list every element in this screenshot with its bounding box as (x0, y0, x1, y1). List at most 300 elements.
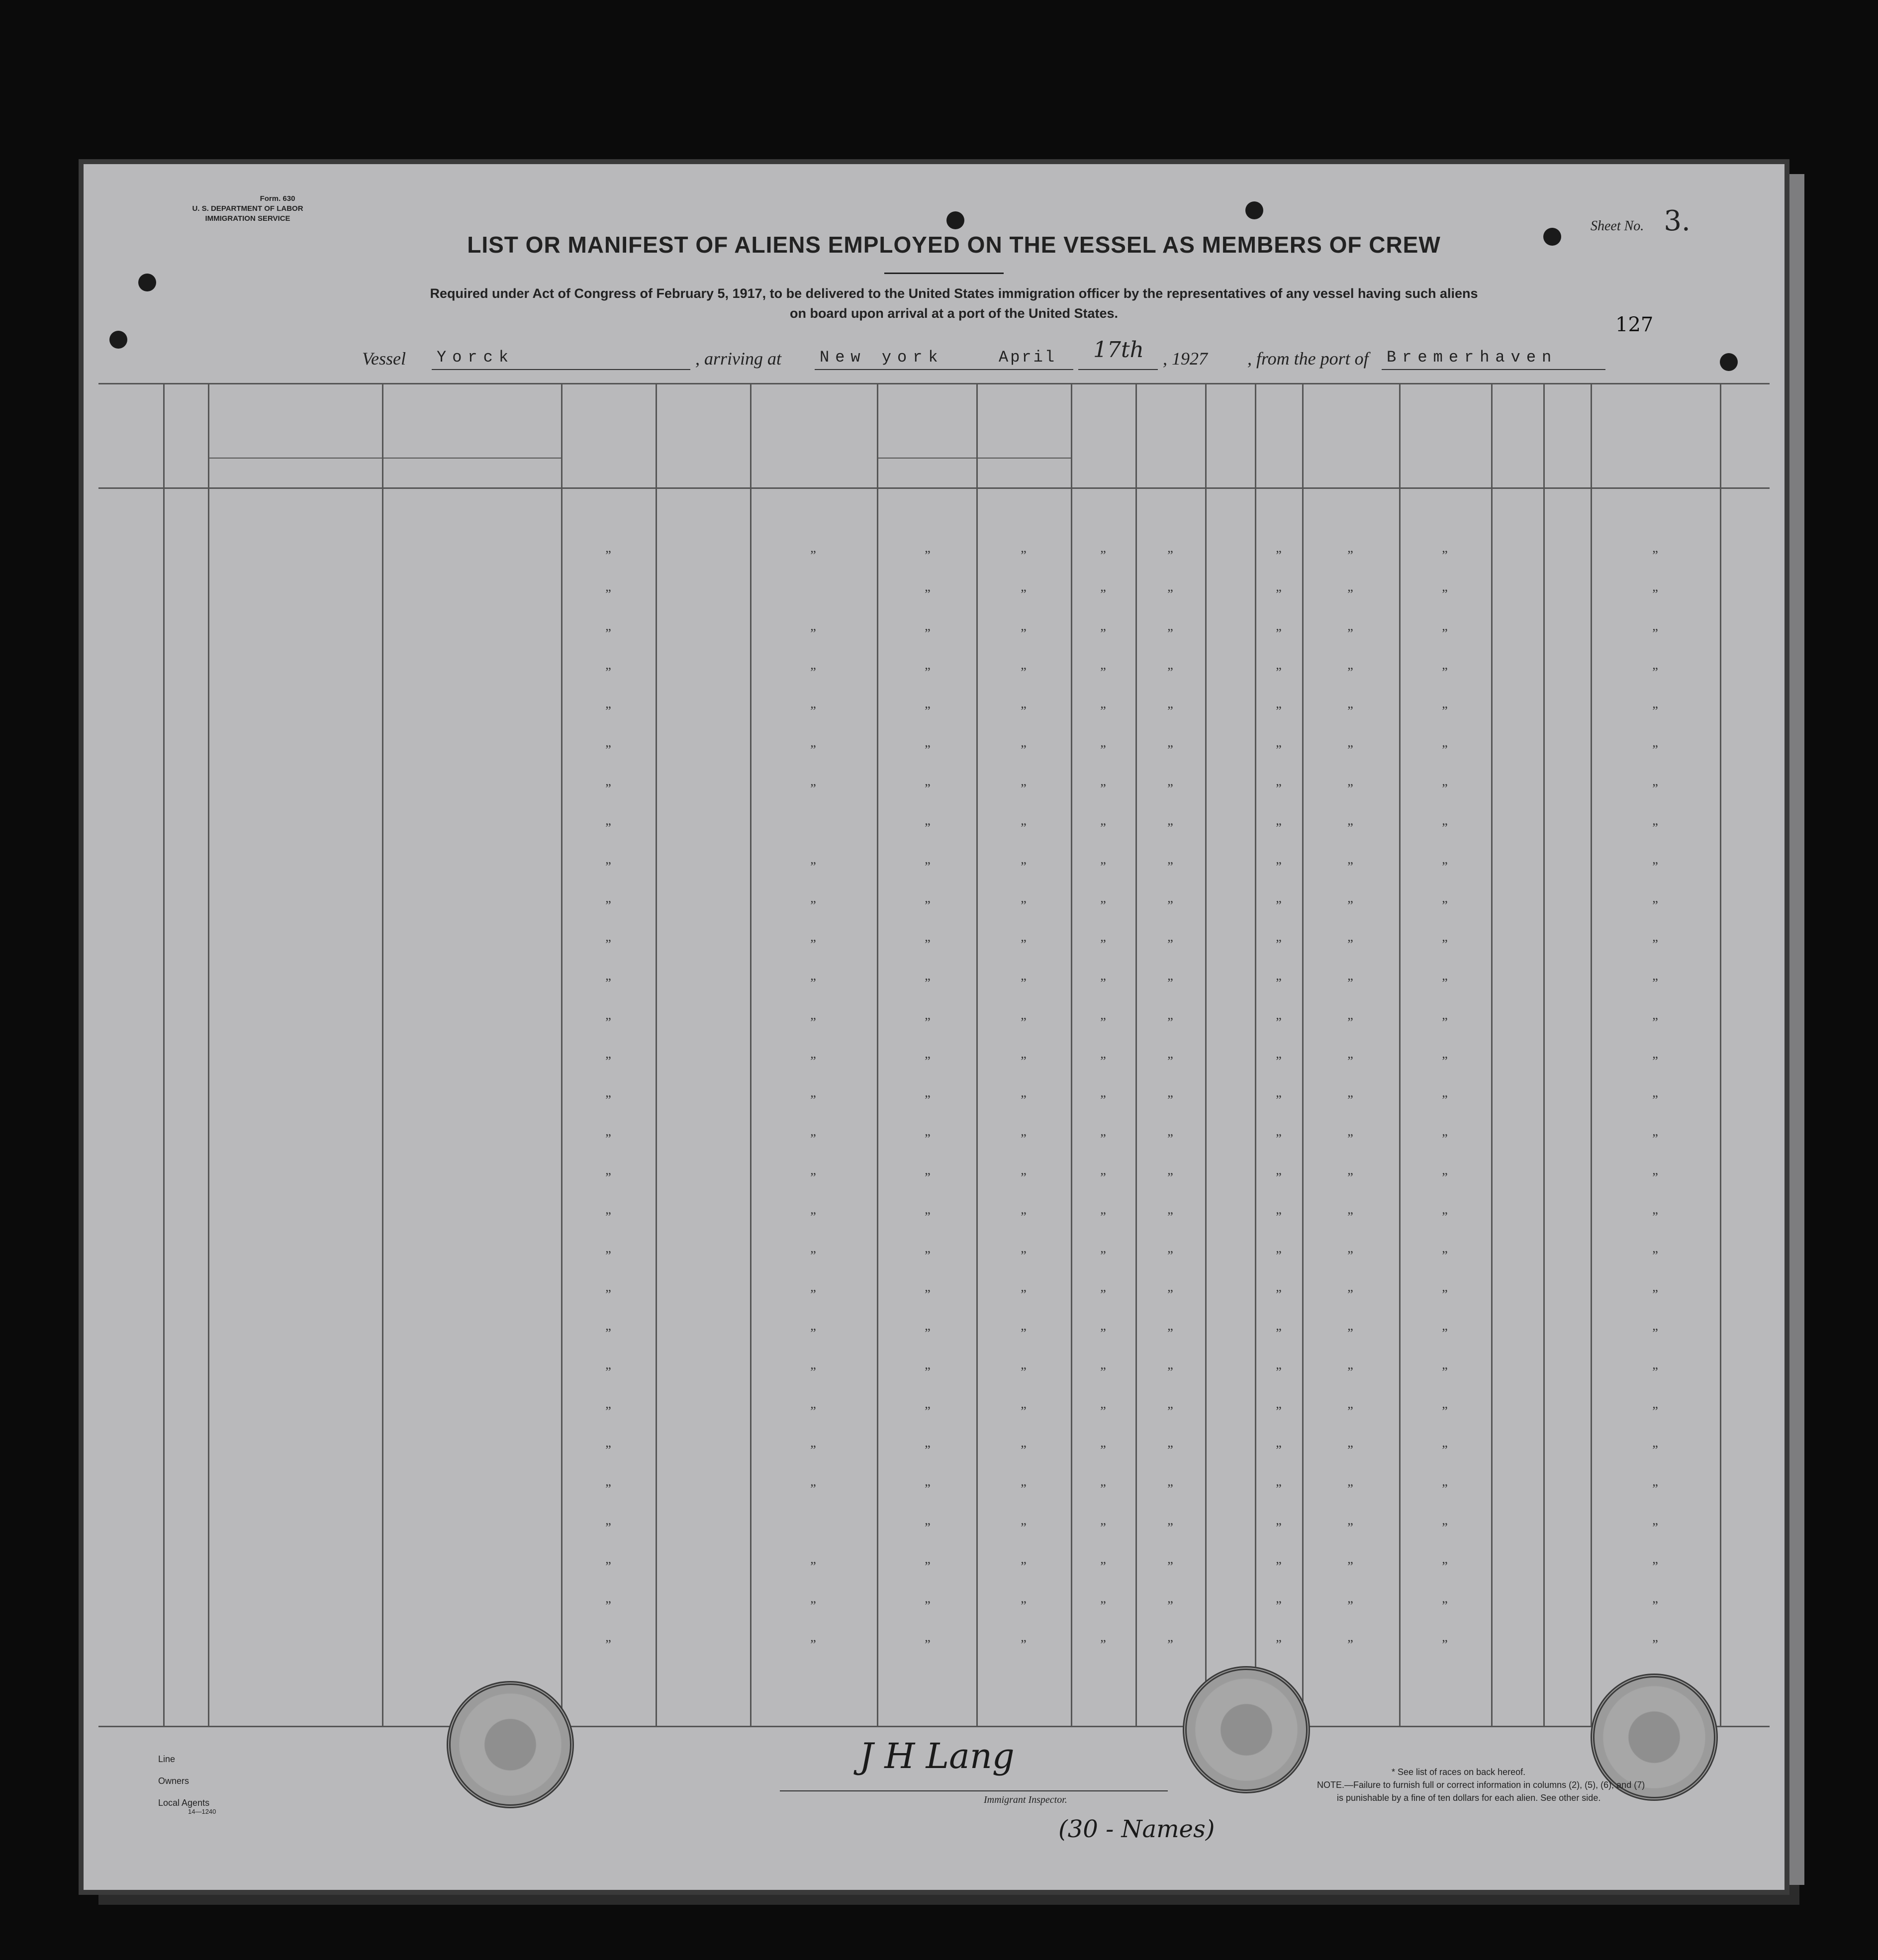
ditto-mark: ” (1167, 1053, 1173, 1068)
ditto-mark: ” (1100, 937, 1106, 952)
ditto-mark: ” (810, 743, 816, 757)
ditto-mark: ” (1347, 548, 1353, 563)
ditto-mark: ” (1276, 1053, 1282, 1068)
arriving-label: , arriving at (695, 349, 782, 369)
subtitle-line-2: on board upon arrival at a port of the United States. (789, 306, 1119, 321)
ditto-mark: ” (1100, 1520, 1106, 1535)
ditto-mark: ” (1652, 937, 1658, 952)
ditto-mark: ” (605, 1015, 611, 1029)
ditto-mark: ” (1021, 587, 1027, 602)
ditto-mark: ” (1652, 1326, 1658, 1341)
ditto-mark: ” (925, 781, 931, 796)
punch-hole (1720, 353, 1738, 371)
ditto-mark: ” (1652, 820, 1658, 835)
ditto-mark: ” (1021, 1015, 1027, 1029)
arrival-year: , 1927 (1163, 349, 1208, 369)
ditto-mark: ” (1347, 664, 1353, 679)
vessel-line (282, 337, 1625, 378)
underline (1078, 369, 1158, 370)
ditto-mark: ” (1167, 937, 1173, 952)
ditto-mark: ” (1100, 898, 1106, 913)
ditto-mark: ” (925, 937, 931, 952)
ditto-mark: ” (925, 1598, 931, 1613)
ditto-mark: ” (1100, 1248, 1106, 1263)
sheet-number-value: 3. (1664, 205, 1690, 237)
ditto-mark: ” (1276, 1287, 1282, 1302)
ditto-mark: ” (925, 1520, 931, 1535)
ditto-mark: ” (810, 1482, 816, 1496)
ditto-mark: ” (1347, 1170, 1353, 1185)
ditto-mark: ” (1347, 1637, 1353, 1652)
ditto-mark: ” (1167, 1520, 1173, 1535)
column-rule (382, 383, 383, 1726)
ditto-mark: ” (1021, 1093, 1027, 1107)
ditto-mark: ” (1021, 664, 1027, 679)
ditto-mark: ” (1167, 1559, 1173, 1574)
punch-hole (1245, 201, 1263, 219)
inspector-signature: J H Lang (859, 1736, 1015, 1776)
ditto-mark: ” (1347, 587, 1353, 602)
ditto-mark: ” (1652, 859, 1658, 874)
ditto-mark: ” (1652, 1365, 1658, 1380)
ditto-mark: ” (1442, 1520, 1448, 1535)
ditto-mark: ” (605, 1287, 611, 1302)
ditto-mark: ” (1442, 1637, 1448, 1652)
ditto-mark: ” (1442, 664, 1448, 679)
names-count: (30 - Names) (1058, 1815, 1215, 1843)
ditto-mark: ” (810, 664, 816, 679)
ditto-mark: ” (1276, 664, 1282, 679)
ditto-mark: ” (1167, 1093, 1173, 1107)
ditto-mark: ” (810, 1248, 816, 1263)
ditto-mark: ” (1652, 1403, 1658, 1418)
form-code: 14—1240 (188, 1808, 216, 1815)
ditto-mark: ” (1021, 626, 1027, 641)
ditto-mark: ” (605, 1248, 611, 1263)
ditto-mark: ” (1652, 1248, 1658, 1263)
ditto-mark: ” (1347, 976, 1353, 991)
local-agents-label: Local Agents (158, 1798, 210, 1808)
ditto-mark: ” (925, 1093, 931, 1107)
ditto-mark: ” (605, 976, 611, 991)
column-rule (1720, 383, 1721, 1726)
manifest-sheet (84, 164, 1784, 1890)
ditto-mark: ” (605, 1403, 611, 1418)
ditto-mark: ” (1021, 820, 1027, 835)
ditto-mark: ” (1167, 1248, 1173, 1263)
ditto-mark: ” (925, 1131, 931, 1146)
ditto-mark: ” (605, 1598, 611, 1613)
ditto-mark: ” (1021, 976, 1027, 991)
ditto-mark: ” (1100, 1053, 1106, 1068)
ditto-mark: ” (605, 1365, 611, 1380)
ditto-mark: ” (1021, 1287, 1027, 1302)
ditto-mark: ” (1276, 1482, 1282, 1496)
ditto-mark: ” (1276, 1442, 1282, 1457)
sheet-number-label: Sheet No. (1591, 218, 1644, 234)
ditto-mark: ” (1100, 1482, 1106, 1496)
form-number: Form. 630 (260, 194, 295, 203)
ditto-mark: ” (925, 1442, 931, 1457)
ditto-mark: ” (1442, 859, 1448, 874)
ditto-mark: ” (810, 1053, 816, 1068)
note-line-1: NOTE.—Failure to furnish full or correct information in columns (2), (5), (6), and (7) (1317, 1780, 1645, 1790)
ditto-mark: ” (810, 1637, 816, 1652)
ditto-mark: ” (1167, 859, 1173, 874)
ditto-mark: ” (1442, 1248, 1448, 1263)
ditto-mark: ” (925, 1559, 931, 1574)
ditto-mark: ” (1167, 548, 1173, 563)
ditto-mark: ” (925, 548, 931, 563)
ditto-mark: ” (1347, 1209, 1353, 1224)
punch-hole (1543, 228, 1561, 246)
ditto-mark: ” (1021, 1559, 1027, 1574)
ditto-mark: ” (925, 1287, 931, 1302)
ditto-mark: ” (1442, 1287, 1448, 1302)
ditto-mark: ” (810, 859, 816, 874)
ditto-mark: ” (925, 1015, 931, 1029)
ditto-mark: ” (810, 976, 816, 991)
ditto-mark: ” (1347, 1403, 1353, 1418)
ditto-mark: ” (1652, 1559, 1658, 1574)
ditto-mark: ” (1276, 820, 1282, 835)
column-rule (1591, 383, 1592, 1726)
ditto-mark: ” (925, 1326, 931, 1341)
ditto-mark: ” (1100, 1598, 1106, 1613)
ditto-mark: ” (1021, 1520, 1027, 1535)
paper-edge (1789, 174, 1804, 1885)
ditto-mark: ” (1442, 1131, 1448, 1146)
ditto-mark: ” (1167, 1015, 1173, 1029)
ditto-mark: ” (1442, 1403, 1448, 1418)
ditto-mark: ” (1021, 743, 1027, 757)
ditto-mark: ” (1442, 704, 1448, 718)
ditto-mark: ” (1347, 704, 1353, 718)
ditto-mark: ” (1442, 587, 1448, 602)
ditto-mark: ” (1276, 898, 1282, 913)
ditto-mark: ” (1100, 1209, 1106, 1224)
ditto-mark: ” (1442, 937, 1448, 952)
ditto-mark: ” (1021, 781, 1027, 796)
ditto-mark: ” (810, 626, 816, 641)
from-port-label: , from the port of (1247, 349, 1369, 369)
ditto-mark: ” (1276, 1326, 1282, 1341)
ditto-mark: ” (810, 1598, 816, 1613)
ditto-mark: ” (925, 1403, 931, 1418)
ditto-mark: ” (1442, 1365, 1448, 1380)
ditto-mark: ” (1100, 1403, 1106, 1418)
ditto-mark: ” (1167, 1482, 1173, 1496)
ditto-mark: ” (1442, 1209, 1448, 1224)
ditto-mark: ” (1442, 1170, 1448, 1185)
ditto-mark: ” (605, 1326, 611, 1341)
ditto-mark: ” (1021, 1442, 1027, 1457)
ditto-mark: ” (925, 1482, 931, 1496)
ditto-mark: ” (810, 1131, 816, 1146)
ditto-mark: ” (1276, 1637, 1282, 1652)
ditto-mark: ” (1276, 743, 1282, 757)
ditto-mark: ” (1442, 548, 1448, 563)
ditto-mark: ” (1167, 1403, 1173, 1418)
ditto-mark: ” (1100, 1287, 1106, 1302)
ditto-mark: ” (1167, 1131, 1173, 1146)
ditto-mark: ” (1100, 976, 1106, 991)
notes (1317, 1766, 1645, 1804)
ditto-mark: ” (1652, 1093, 1658, 1107)
ditto-mark: ” (1347, 1248, 1353, 1263)
ditto-mark: ” (605, 781, 611, 796)
ditto-mark: ” (1276, 1131, 1282, 1146)
ditto-mark: ” (1652, 1637, 1658, 1652)
ditto-mark: ” (1347, 820, 1353, 835)
ditto-mark: ” (1442, 1326, 1448, 1341)
ditto-mark: ” (605, 626, 611, 641)
ditto-mark: ” (810, 1326, 816, 1341)
owners-label: Owners (158, 1776, 189, 1786)
ditto-mark: ” (605, 859, 611, 874)
underline (1382, 369, 1605, 370)
ditto-mark: ” (1442, 1598, 1448, 1613)
ditto-mark: ” (1167, 626, 1173, 641)
ditto-mark: ” (1442, 1559, 1448, 1574)
ditto-mark: ” (1652, 664, 1658, 679)
ditto-mark: ” (1167, 820, 1173, 835)
ditto-mark: ” (1276, 1520, 1282, 1535)
ditto-mark: ” (605, 704, 611, 718)
subheader-rule (877, 458, 1071, 459)
ditto-mark: ” (605, 1053, 611, 1068)
vessel-label: Vessel (362, 349, 406, 369)
ditto-mark: ” (925, 1365, 931, 1380)
ditto-mark: ” (605, 898, 611, 913)
ditto-mark: ” (1167, 1598, 1173, 1613)
ditto-mark: ” (1021, 898, 1027, 913)
ditto-mark: ” (1167, 664, 1173, 679)
ditto-mark: ” (810, 1209, 816, 1224)
ditto-mark: ” (1167, 1170, 1173, 1185)
consulate-seal (447, 1681, 574, 1808)
title-rule (884, 273, 1004, 274)
ditto-mark: ” (1652, 1170, 1658, 1185)
ditto-mark: ” (1347, 937, 1353, 952)
ditto-mark: ” (1652, 1520, 1658, 1535)
ditto-mark: ” (1347, 859, 1353, 874)
ditto-mark: ” (925, 743, 931, 757)
ditto-mark: ” (1347, 1559, 1353, 1574)
ditto-mark: ” (605, 1131, 611, 1146)
vessel-name: Yorck (437, 348, 515, 367)
ditto-mark: ” (1652, 781, 1658, 796)
footer-labels (158, 1748, 216, 1816)
ditto-mark: ” (1167, 1287, 1173, 1302)
page-number: 127 (1615, 313, 1654, 336)
ditto-mark: ” (605, 1637, 611, 1652)
ditto-mark: ” (1276, 587, 1282, 602)
ditto-mark: ” (1347, 1326, 1353, 1341)
ditto-mark: ” (1347, 1598, 1353, 1613)
ditto-mark: ” (605, 937, 611, 952)
ditto-mark: ” (605, 664, 611, 679)
subtitle (282, 283, 1625, 323)
ditto-mark: ” (1442, 743, 1448, 757)
ditto-mark: ” (1167, 743, 1173, 757)
ditto-mark: ” (1100, 1442, 1106, 1457)
ditto-mark: ” (1100, 743, 1106, 757)
page-title: LIST OR MANIFEST OF ALIENS EMPLOYED ON THE VESSEL AS MEMBERS OF CREW (467, 232, 1441, 258)
ditto-mark: ” (1442, 1482, 1448, 1496)
ditto-mark: ” (1442, 626, 1448, 641)
ditto-mark: ” (925, 898, 931, 913)
ditto-mark: ” (1167, 1365, 1173, 1380)
subheader-rule (208, 458, 561, 459)
table-bottom-rule (98, 1726, 1770, 1727)
ditto-mark: ” (1021, 1326, 1027, 1341)
ditto-mark: ” (1276, 1093, 1282, 1107)
departure-port: Bremerhaven (1387, 348, 1558, 367)
ditto-mark: ” (1276, 937, 1282, 952)
punch-hole (138, 274, 156, 291)
ditto-mark: ” (1652, 1053, 1658, 1068)
ditto-mark: ” (810, 1442, 816, 1457)
ditto-mark: ” (1442, 1093, 1448, 1107)
ditto-mark: ” (1167, 976, 1173, 991)
ditto-mark: ” (1100, 1131, 1106, 1146)
form-block (143, 194, 352, 224)
ditto-mark: ” (1100, 820, 1106, 835)
column-rule (163, 383, 165, 1726)
ditto-mark: ” (1167, 704, 1173, 718)
ditto-mark: ” (605, 1520, 611, 1535)
ditto-mark: ” (1100, 1170, 1106, 1185)
ditto-mark: ” (1167, 781, 1173, 796)
ditto-mark: ” (810, 1403, 816, 1418)
ditto-mark: ” (1100, 664, 1106, 679)
ditto-mark: ” (1100, 1637, 1106, 1652)
ditto-mark: ” (1347, 1131, 1353, 1146)
ditto-mark: ” (1100, 781, 1106, 796)
ditto-mark: ” (810, 1559, 816, 1574)
ditto-mark: ” (1652, 1131, 1658, 1146)
ditto-mark: ” (605, 1170, 611, 1185)
ditto-mark: ” (1167, 1637, 1173, 1652)
ditto-mark: ” (1276, 859, 1282, 874)
ditto-mark: ” (1021, 1637, 1027, 1652)
ditto-mark: ” (1021, 704, 1027, 718)
ditto-mark: ” (1347, 743, 1353, 757)
ditto-mark: ” (1167, 1442, 1173, 1457)
ditto-mark: ” (1167, 898, 1173, 913)
punch-hole (109, 331, 127, 349)
ditto-mark: ” (1276, 1209, 1282, 1224)
ditto-mark: ” (1021, 1131, 1027, 1146)
inspector-label: Immigrant Inspector. (984, 1794, 1067, 1805)
subtitle-line-1: Required under Act of Congress of February 5, 1917, to be delivered to the United States immigration officer by the representatives of any vessel having such aliens (430, 286, 1478, 301)
ditto-mark: ” (810, 1015, 816, 1029)
ditto-mark: ” (810, 704, 816, 718)
ditto-mark: ” (605, 1482, 611, 1496)
ditto-mark: ” (1276, 1248, 1282, 1263)
ditto-mark: ” (1442, 820, 1448, 835)
ditto-mark: ” (1652, 1015, 1658, 1029)
ditto-mark: ” (925, 1248, 931, 1263)
consulate-seal (1183, 1666, 1310, 1793)
ditto-mark: ” (925, 587, 931, 602)
ditto-mark: ” (1167, 1209, 1173, 1224)
ditto-mark: ” (1652, 548, 1658, 563)
ditto-mark: ” (1021, 1248, 1027, 1263)
ditto-mark: ” (1652, 1287, 1658, 1302)
ditto-mark: ” (1021, 1365, 1027, 1380)
ditto-mark: ” (1347, 1442, 1353, 1457)
ditto-mark: ” (1100, 626, 1106, 641)
ditto-mark: ” (1652, 704, 1658, 718)
ditto-mark: ” (1442, 1442, 1448, 1457)
ditto-mark: ” (1652, 1209, 1658, 1224)
ditto-mark: ” (925, 1170, 931, 1185)
ditto-mark: ” (1347, 781, 1353, 796)
ditto-mark: ” (1100, 587, 1106, 602)
ditto-mark: ” (1100, 548, 1106, 563)
ditto-mark: ” (1347, 1287, 1353, 1302)
ditto-mark: ” (1347, 1015, 1353, 1029)
ditto-mark: ” (1021, 1482, 1027, 1496)
ditto-mark: ” (1652, 1598, 1658, 1613)
ditto-mark: ” (1021, 1170, 1027, 1185)
ditto-mark: ” (1276, 1598, 1282, 1613)
ditto-mark: ” (925, 1053, 931, 1068)
ditto-mark: ” (1276, 1015, 1282, 1029)
sheet-number (1591, 205, 1690, 237)
arrival-day: 17th (1093, 337, 1144, 363)
ditto-mark: ” (1021, 859, 1027, 874)
ditto-mark: ” (1100, 1093, 1106, 1107)
ditto-mark: ” (605, 548, 611, 563)
arrival-month: April (999, 348, 1057, 367)
ditto-mark: ” (810, 898, 816, 913)
ditto-mark: ” (605, 587, 611, 602)
ditto-mark: ” (1021, 1209, 1027, 1224)
ditto-mark: ” (1442, 1015, 1448, 1029)
underline (432, 369, 690, 370)
ditto-mark: ” (1652, 626, 1658, 641)
ditto-mark: ” (605, 1093, 611, 1107)
service-name: IMMIGRATION SERVICE (205, 214, 290, 223)
ditto-mark: ” (810, 937, 816, 952)
signature-line (780, 1790, 1168, 1791)
ditto-mark: ” (925, 1209, 931, 1224)
ditto-mark: ” (1652, 1442, 1658, 1457)
ditto-mark: ” (1347, 898, 1353, 913)
ditto-mark: ” (1100, 1559, 1106, 1574)
arrival-port: New york (820, 348, 944, 367)
ditto-mark: ” (1276, 704, 1282, 718)
ditto-mark: ” (1652, 976, 1658, 991)
ditto-mark: ” (810, 781, 816, 796)
ditto-mark: ” (925, 704, 931, 718)
ditto-mark: ” (1100, 859, 1106, 874)
ditto-mark: ” (1276, 1559, 1282, 1574)
ditto-mark: ” (1652, 1482, 1658, 1496)
ditto-mark: ” (1276, 1403, 1282, 1418)
ditto-mark: ” (1021, 548, 1027, 563)
ditto-mark: ” (605, 743, 611, 757)
ditto-mark: ” (1021, 1053, 1027, 1068)
ditto-mark: ” (1347, 1093, 1353, 1107)
ditto-mark: ” (1442, 898, 1448, 913)
ditto-mark: ” (1652, 587, 1658, 602)
ditto-mark: ” (1100, 1326, 1106, 1341)
ditto-mark: ” (1347, 626, 1353, 641)
